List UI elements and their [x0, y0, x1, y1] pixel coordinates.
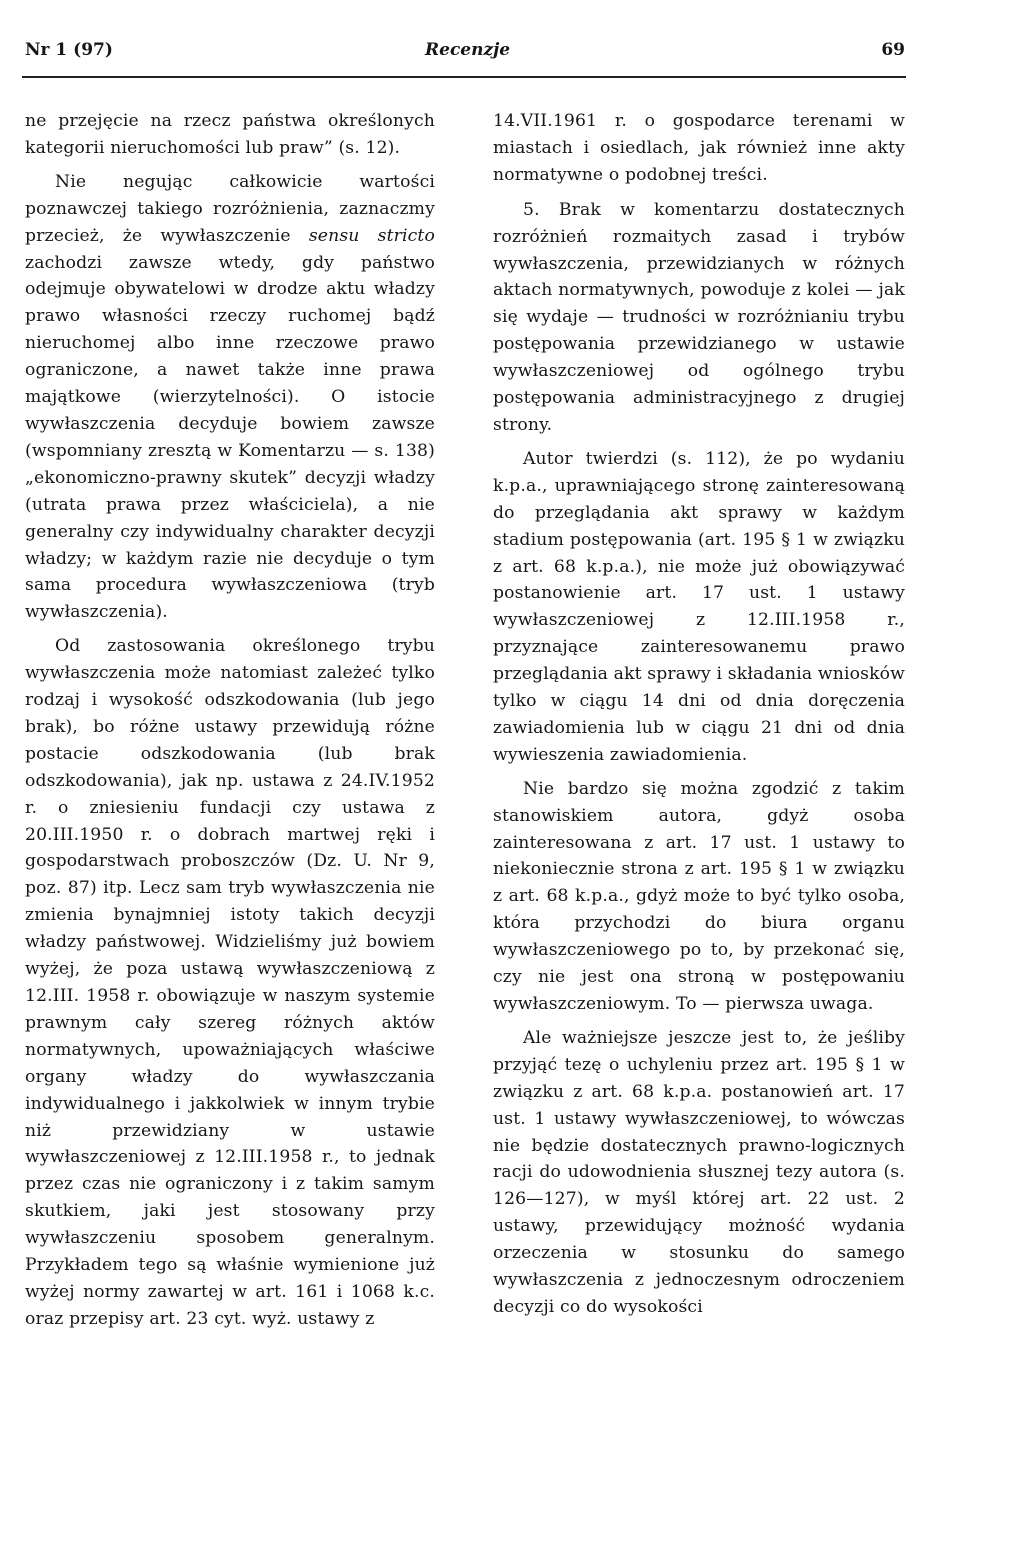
numbered-paragraph: 5. Brak w komentarzu dostatecznych rozróżnień rozmaitych zasad i trybów wywłaszczenia, przewidzianych w różnych aktach normatywnych, powoduje z kolei — jak się wydaje — trudności w rozróżnianiu trybu postępowania przewidzianego w ustawie wywłaszczeniowej od ogólnego trybu postępowania administracyjnego z drugiej strony.: [493, 199, 905, 435]
paragraph: Nie bardzo się można zgodzić z takim stanowiskiem autora, gdyż osoba zainteresowana z art. 17 ust. 1 ustawy to niekoniecznie strona z art. 195 § 1 w związku z art. 68 k.p.a., gdyż może to być tylko osoba, która przychodzi do biura organu wywłaszczeniowego po to, by przekonać się, czy nie jest ona stroną w postępowaniu wywłaszczeniowym. To — pierwsza uwaga.: [493, 778, 905, 1014]
paragraph-text: zachodzi zawsze wtedy, gdy państwo odejmuje obywatelowi w drodze aktu władzy prawo własności rzeczy ruchomej bądź nieruchomej albo inne rzeczowe prawo ograniczone, a nawet także inne prawa majątkowe (wierzytelności). O istocie wywłaszczenia decyduje bowiem zawsze (wspomniany zresztą w Komentarzu — s. 138) „ekonomiczno-prawny skutek” decyzji władzy (utrata prawa przez właściciela), a nie generalny czy indywidualny charakter decyzji władzy; w każdym razie nie decyduje o tym sama procedura wywłaszczeniowa (tryb wywłaszczenia).: [25, 252, 435, 623]
paragraph: Autor twierdzi (s. 112), że po wydaniu k.p.a., uprawniającego stronę zainteresowaną do przeglądania akt sprawy w każdym stadium postępowania (art. 195 § 1 w związku z art. 68 k.p.a.), nie może już obowiązywać postanowienie art. 17 ust. 1 ustawy wywłaszczeniowej z 12.III.1958 r., przyznające zainteresowanemu prawo przeglądania akt sprawy i składania wniosków tylko w ciągu 14 dni od dnia doręczenia zawiadomienia lub w ciągu 21 dni od dnia wywieszenia zawiadomienia.: [493, 448, 905, 765]
left-column: [25, 108, 435, 1340]
paragraph: Ale ważniejsze jeszcze jest to, że jeśliby przyjąć tezę o uchyleniu przez art. 195 § 1 w związku z art. 68 k.p.a. postanowień art. 17 ust. 1 ustawy wywłaszczeniowej, to wówczas nie będzie dostatecznych prawno-logicznych racji do udowodnienia słusznej tezy autora (s. 126—127), w myśl której art. 22 ust. 2 ustawy, przewidujący możność wydania orzeczenia w stosunku do samego wywłaszczenia z jednoczesnym odroczeniem decyzji co do wysokości: [493, 1027, 905, 1317]
paragraph-text: Nie negując całkowicie wartości poznawczej takiego rozróżnienia, zaznaczmy przecież, że wywłaszczenie: [25, 171, 435, 246]
right-column: [493, 108, 905, 1328]
issue-number: Nr 1 (97): [25, 40, 113, 60]
section-title: Recenzje: [425, 40, 511, 60]
paragraph: Od zastosowania określonego trybu wywłaszczenia może natomiast zależeć tylko rodzaj i wysokość odszkodowania (lub jego brak), bo różne ustawy przewidują różne postacie odszkodowania (lub brak odszkodowania), jak np. ustawa z 24.IV.1952 r. o zniesieniu fundacji czy ustawa z 20.III.1950 r. o dobrach martwej ręki i gospodarstwach proboszczów (Dz. U. Nr 9, poz. 87) itp. Lecz sam tryb wywłaszczenia nie zmienia bynajmniej istoty takich decyzji władzy państwowej. Widzieliśmy już bowiem wyżej, że poza ustawą wywłaszczeniową z 12.III. 1958 r. obowiązuje w naszym systemie prawnym cały szereg różnych aktów normatywnych, upoważniających właściwe organy władzy do wywłaszczania indywidualnego i jakkolwiek w innym trybie niż przewidziany w ustawie wywłaszczeniowej z 12.III.1958 r., to jednak przez czas nie ograniczony i z takim samym skutkiem, jaki jest stosowany przy wywłaszczeniu sposobem generalnym. Przykładem tego są właśnie wymienione już wyżej normy zawartej w art. 161 i 1068 k.c. oraz przepisy art. 23 cyt. wyż. ustawy z: [25, 636, 435, 1329]
paragraph: 14.VII.1961 r. o gospodarce terenami w miastach i osiedlach, jak również inne akty normatywne o podobnej treści.: [493, 111, 905, 185]
page-number: 69: [881, 40, 905, 60]
latin-phrase: sensu stricto: [308, 225, 435, 246]
paragraph: [25, 169, 435, 626]
paragraph: ne przejęcie na rzecz państwa określonych kategorii nieruchomości lub praw” (s. 12).: [25, 111, 435, 158]
running-header: [25, 40, 905, 70]
header-rule: [22, 76, 906, 78]
